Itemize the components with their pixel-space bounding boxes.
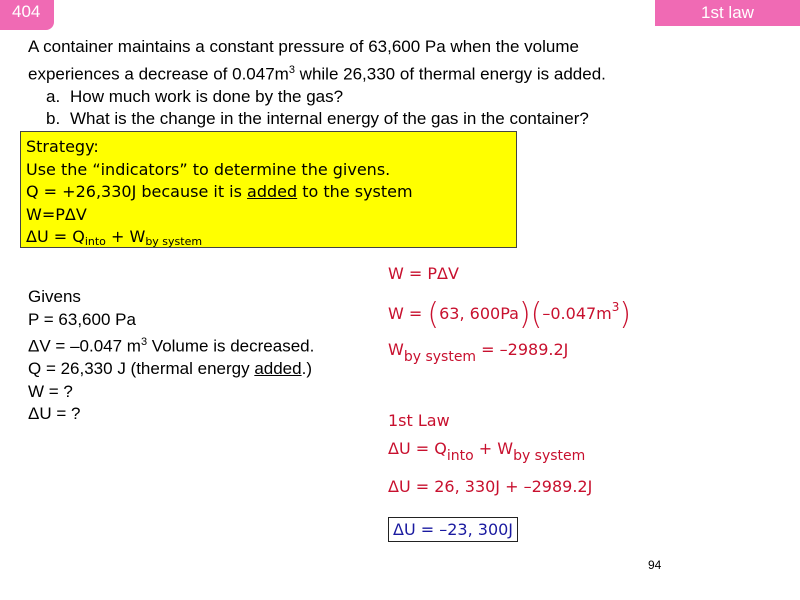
eq3-w: W: [388, 340, 404, 359]
given-heat-post: .): [301, 359, 312, 379]
eq2-volume: –0.047m: [542, 304, 612, 323]
given-internal-energy: ΔU = ?: [28, 404, 81, 424]
given-volume-pre: ΔV = –0.047 m: [28, 336, 141, 356]
eq4-plus-w: + W: [473, 439, 514, 458]
paren-open-1: (: [427, 297, 440, 332]
paren-open-2: (: [530, 297, 543, 332]
question-b-label: b.: [46, 109, 61, 129]
problem-volume-exponent: 3: [288, 63, 295, 76]
strategy-heading: Strategy:: [26, 137, 99, 156]
eq3-value: = –2989.2J: [476, 340, 569, 359]
equation-first-law-sub: ΔU = 26, 330J + –2989.2J: [388, 477, 593, 496]
question-b-text: What is the change in the internal energy of the gas in the container?: [70, 109, 589, 129]
given-volume-exponent: 3: [140, 336, 148, 348]
equation-work-result: [388, 340, 568, 365]
strategy-plus-w: + W: [105, 227, 146, 246]
given-heat-pre: Q = 26,330 J (thermal energy: [28, 359, 255, 379]
equation-work-def: W = PΔV: [388, 264, 459, 283]
strategy-by-system-sub: by system: [145, 235, 203, 248]
givens-list: [28, 286, 314, 426]
eq2-pressure: 63, 600Pa: [439, 304, 519, 323]
strategy-into-sub: into: [84, 235, 106, 248]
eq3-by-system-sub: by system: [403, 349, 477, 365]
given-volume-change: [28, 331, 314, 358]
problem-line-1: A container maintains a constant pressure of 63,600 Pa when the volume: [28, 37, 579, 56]
eq2-w: W =: [388, 304, 423, 323]
question-b: [28, 108, 788, 131]
given-pressure: P = 63,600 Pa: [28, 309, 136, 329]
strategy-line-2-post: to the system: [297, 182, 413, 201]
first-law-label: 1st Law: [388, 411, 450, 430]
paren-close-1: ): [518, 297, 531, 332]
strategy-line-2: [26, 181, 511, 204]
paren-close-2: ): [619, 297, 632, 332]
eq4-du-q: ΔU = Q: [388, 439, 447, 458]
givens-heading: Givens: [28, 287, 81, 306]
given-work: W = ?: [28, 381, 73, 401]
given-added-word: added: [254, 359, 302, 379]
question-a: [28, 86, 788, 109]
final-answer-box: ΔU = –23, 300J: [388, 517, 518, 542]
strategy-added-word: added: [247, 182, 298, 201]
strategy-box: [20, 131, 517, 248]
eq4-by-system-sub: by system: [513, 448, 586, 464]
strategy-line-3: W=PΔV: [26, 204, 87, 224]
problem-line-2-post: while 26,330 of thermal energy is added.: [294, 64, 606, 84]
strategy-line-4: [26, 226, 511, 254]
question-a-text: How much work is done by the gas?: [70, 86, 344, 106]
problem-line-2: [28, 59, 788, 86]
given-volume-post: Volume is decreased.: [147, 336, 315, 356]
question-a-label: a.: [46, 86, 61, 106]
eq2-exponent: 3: [611, 300, 620, 314]
page-number: 94: [648, 558, 662, 572]
slide-number-badge: 404: [0, 0, 54, 30]
equation-first-law: [388, 439, 585, 464]
given-heat: [28, 358, 314, 381]
equation-work-sub: [388, 297, 631, 332]
problem-statement: [28, 36, 788, 131]
eq4-into-sub: into: [446, 448, 474, 464]
strategy-line-2-pre: Q = +26,330J because it is: [26, 182, 248, 201]
problem-line-2-pre: experiences a decrease of 0.047m: [28, 64, 289, 84]
topic-badge: 1st law: [655, 0, 800, 26]
strategy-line-1: Use the “indicators” to determine the givens.: [26, 159, 391, 179]
strategy-du-q: ΔU = Q: [26, 227, 85, 246]
